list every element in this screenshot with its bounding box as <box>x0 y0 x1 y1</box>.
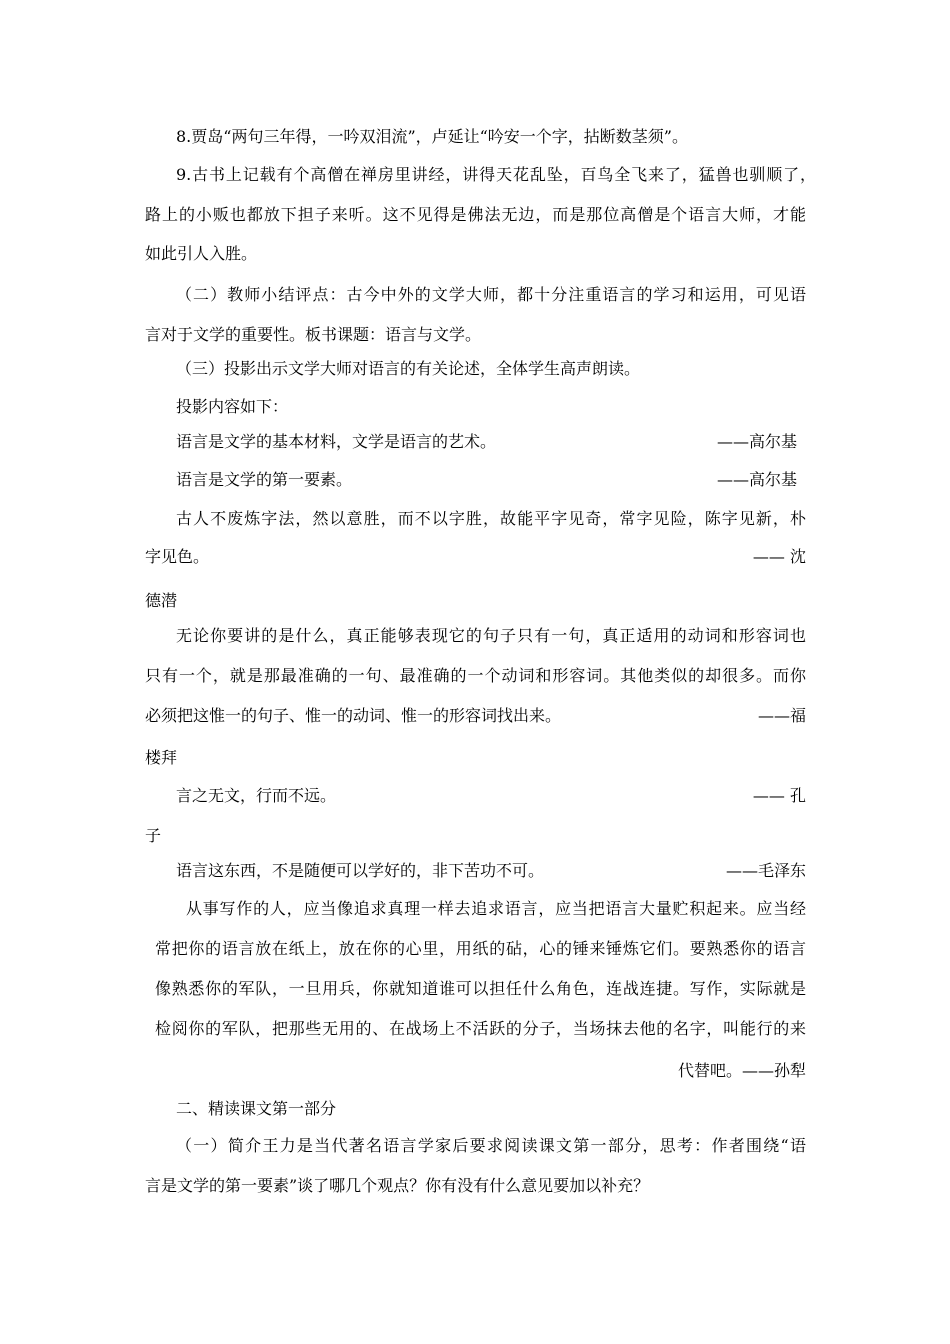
quote-text: 字见色。 <box>145 547 210 566</box>
paragraph-line: （二）教师小结评点：古今中外的文学大师，都十分注重语言的学习和运用，可见语 <box>176 285 806 304</box>
quote-text: 古人不废炼字法，然以意胜，而不以字胜，故能平字见奇，常字见险，陈字见新，朴 <box>176 509 806 528</box>
paragraph-line: 言对于文学的重要性。板书课题：语言与文学。 <box>145 325 482 344</box>
quote-attribution: —— 孔 <box>752 786 806 805</box>
quote-attribution: 楼拜 <box>145 748 178 767</box>
paragraph-line: 路上的小贩也都放下担子来听。这不见得是佛法无边，而是那位高僧是个语言大师，才能 <box>145 205 806 224</box>
paragraph-line: 投影内容如下： <box>176 397 289 416</box>
quote-attribution: ——高尔基 <box>716 432 797 451</box>
paragraph-line: 8.贾岛“两句三年得，一吟双泪流”，卢延让“吟安一个字，拈断数茎须”。 <box>176 127 688 146</box>
paragraph-line: （一）简介王力是当代著名语言学家后要求阅读课文第一部分，思考：作者围绕“语 <box>176 1136 806 1155</box>
quote-attribution: —— 沈 <box>752 547 806 566</box>
paragraph-line: 言是文学的第一要素”谈了哪几个观点？你有没有什么意见要加以补充？ <box>145 1176 650 1195</box>
paragraph-line: 如此引人入胜。 <box>145 244 258 263</box>
quote-text: 像熟悉你的军队，一旦用兵，你就知道谁可以担任什么角色，连战连捷。写作，实际就是 <box>155 979 806 998</box>
quote-text: 常把你的语言放在纸上，放在你的心里，用纸的砧，心的锤来锤炼它们。要熟悉你的语言 <box>155 939 806 958</box>
quote-text: 语言是文学的第一要素。 <box>176 470 353 489</box>
quote-text: 言之无文，行而不远。 <box>176 786 337 805</box>
quote-attribution: ——福 <box>757 706 806 725</box>
quote-text: 代替吧。——孙犁 <box>677 1061 806 1080</box>
paragraph-line: 9.古书上记载有个高僧在禅房里讲经，讲得天花乱坠，百鸟全飞来了，猛兽也驯顺了， <box>176 165 816 184</box>
quote-attribution: ——高尔基 <box>716 470 797 489</box>
quote-attribution: ——毛泽东 <box>725 861 806 880</box>
quote-text: 语言这东西，不是随便可以学好的，非下苦功不可。 <box>176 861 545 880</box>
quote-attribution: 子 <box>145 826 162 845</box>
quote-text: 必须把这惟一的句子、惟一的动词、惟一的形容词找出来。 <box>145 706 562 725</box>
paragraph-line: （三）投影出示文学大师对语言的有关论述，全体学生高声朗读。 <box>176 359 641 378</box>
quote-text: 检阅你的军队，把那些无用的、在战场上不活跃的分子，当场抹去他的名字，叫能行的来 <box>155 1019 806 1038</box>
section-heading: 二、精读课文第一部分 <box>176 1099 337 1118</box>
quote-text: 从事写作的人，应当像追求真理一样去追求语言，应当把语言大量贮积起来。应当经 <box>186 899 806 918</box>
quote-text: 无论你要讲的是什么，真正能够表现它的句子只有一句，真正适用的动词和形容词也 <box>176 626 806 645</box>
quote-text: 只有一个，就是那最准确的一句、最准确的一个动词和形容词。其他类似的却很多。而你 <box>145 666 806 685</box>
quote-attribution: 德潜 <box>145 591 178 610</box>
quote-text: 语言是文学的基本材料，文学是语言的艺术。 <box>176 432 497 451</box>
